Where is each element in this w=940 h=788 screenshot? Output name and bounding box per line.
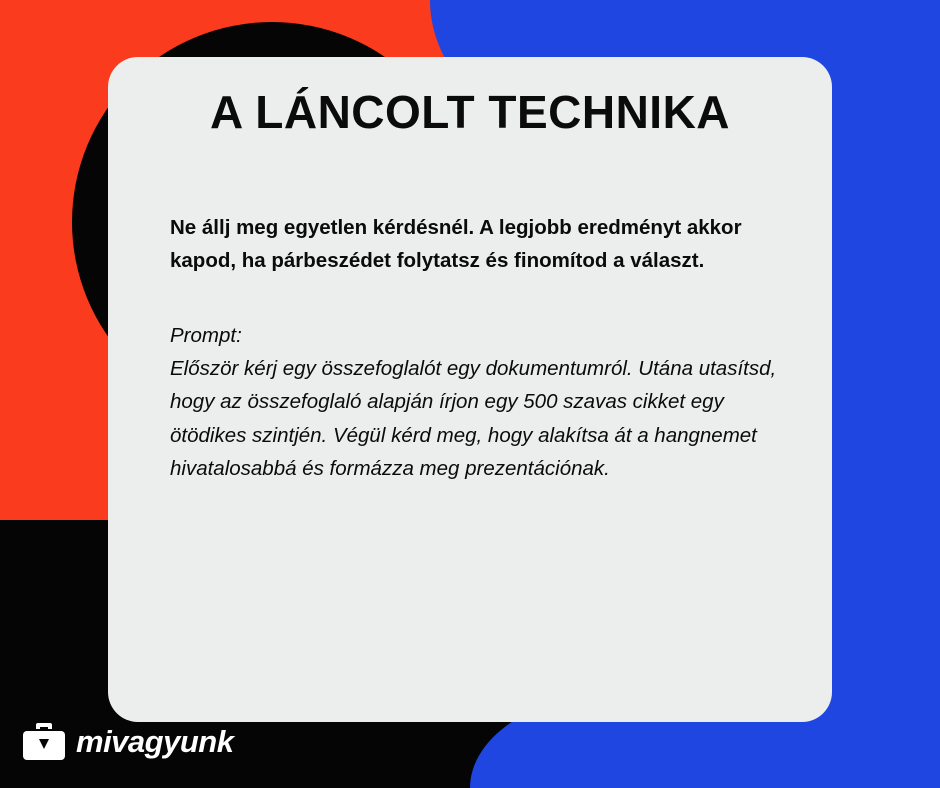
content-card: [108, 57, 832, 722]
prompt-body: Először kérj egy összefoglalót egy dokumentumról. Utána utasítsd, hogy az összefoglaló alapján írjon egy 500 szavas cikket egy ötödikes szintjén. Végül kérd meg, hogy alakítsa át a hangnemet hivatalosabbá és formázza meg prezentációnak.: [170, 357, 777, 480]
lead-paragraph: Ne állj meg egyetlen kérdésnél. A legjobb eredményt akkor kapod, ha párbeszédet folytatsz és finomítod a választ.: [170, 215, 742, 272]
brand-name: mivagyunk: [76, 724, 234, 759]
prompt-block: [170, 319, 794, 485]
briefcase-icon: [22, 722, 66, 762]
footer-brand: [22, 722, 233, 762]
prompt-label: Prompt:: [170, 323, 242, 347]
page-title: A LÁNCOLT TECHNIKA: [209, 86, 731, 138]
